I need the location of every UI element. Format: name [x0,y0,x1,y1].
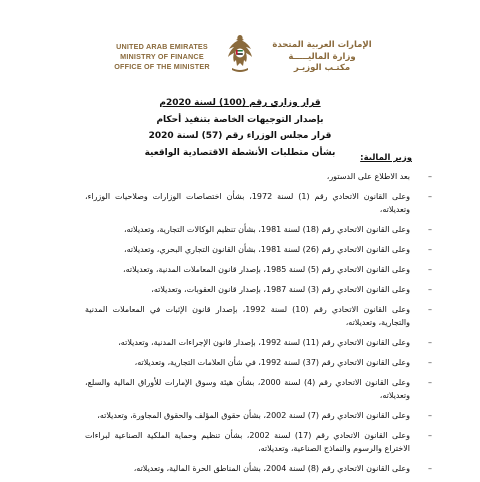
bullet-dash-icon: – [428,285,432,294]
letterhead-ar-line: الإمارات العربية المتحدة [272,40,372,50]
recital-text: وعلى القانون الاتحادي رقم (4) لسنة 2000، بشأن هيئة وسوق الإمارات للأوراق المالية والسلع، وتعديلاته، [85,378,410,400]
recital-item [85,356,432,369]
bullet-dash-icon: – [428,225,432,234]
letterhead-arabic [262,40,382,75]
cabinet-decision-title: قرار مجلس الوزراء رقم (57) لسنة 2020 [148,131,332,141]
recital-item [85,303,432,329]
minister-salutation: وزير المالية: [360,153,412,163]
recital-item [85,263,432,276]
bullet-dash-icon: – [428,305,432,314]
bullet-dash-icon: – [428,192,432,201]
letterhead-en-line: UNITED ARAB EMIRATES [116,42,208,51]
recital-text: وعلى القانون الاتحادي رقم (8) لسنة 2004، بشأن المناطق الحرة المالية، وتعديلاته، [133,464,410,473]
recital-item [85,409,432,422]
letterhead-english [102,42,222,72]
recital-item [85,223,432,236]
recital-item [85,243,432,256]
recital-list [85,170,432,482]
letterhead-en-line: MINISTRY OF FINANCE [120,52,204,61]
bullet-dash-icon: – [428,172,432,181]
bullet-dash-icon: – [428,464,432,473]
recital-text: وعلى القانون الاتحادي رقم (11) لسنة 1992، بإصدار قانون الإجراءات المدنية، وتعديلاته، [118,338,410,347]
recital-item [85,336,432,349]
bullet-dash-icon: – [428,265,432,274]
recital-item [85,170,432,183]
bullet-dash-icon: – [428,378,432,387]
recital-item [85,429,432,455]
recital-text: وعلى القانون الاتحادي رقم (26) لسنة 1981، بشأن القانون التجاري البحري، وتعديلاته، [123,245,410,254]
recital-text: وعلى القانون الاتحادي رقم (17) لسنة 2002، بشأن تنظيم وحماية الملكية الصناعية لبراءات الاختراع والرسوم والنماذج الصناعية، وتعديلاته، [85,431,410,453]
recital-text: وعلى القانون الاتحادي رقم (7) لسنة 2002، بشأن حقوق المؤلف والحقوق المجاورة، وتعديلاته، [97,411,410,420]
letterhead-en-line: OFFICE OF THE MINISTER [114,62,210,71]
recital-text: وعلى القانون الاتحادي رقم (10) لسنة 1992، بإصدار قانون الإثبات في المعاملات المدنية والتجارية، وتعديلاته، [85,305,411,327]
recital-item [85,190,432,216]
decision-topic: بشأن متطلبات الأنشطة الاقتصادية الواقعية [144,147,336,158]
recital-text: وعلى القانون الاتحادي رقم (18) لسنة 1981، بشأن تنظيم الوكالات التجارية، وتعديلاته، [123,225,410,234]
recital-text: وعلى القانون الاتحادي رقم (3) لسنة 1987، بإصدار قانون العقوبات، وتعديلاته، [151,285,410,294]
recital-text: وعلى القانون الاتحادي رقم (5) لسنة 1985، بإصدار قانون المعاملات المدنية، وتعديلاته، [123,265,410,274]
uae-falcon-emblem-icon [224,32,256,76]
decision-titles [0,95,480,161]
bullet-dash-icon: – [428,338,432,347]
recital-item [85,376,432,402]
recital-text: بعد الاطلاع على الدستور، [326,172,410,181]
bullet-dash-icon: – [428,411,432,420]
recital-item [85,283,432,296]
bullet-dash-icon: – [428,358,432,367]
letterhead [0,30,480,90]
decision-subject: بإصدار التوجيهات الخاصة بتنفيذ أحكام [156,114,324,125]
recital-text: وعلى القانون الاتحادي رقم (37) لسنة 1992، في شأن العلامات التجارية، وتعديلاته، [134,358,410,367]
letterhead-ar-line: مكتـب الوزيـر [293,63,351,73]
recital-text: وعلى القانون الاتحادي رقم (1) لسنة 1972، بشأن اختصاصات الوزارات وصلاحيات الوزراء، وتعديلاته، [85,192,410,214]
recital-item [85,462,432,475]
letterhead-ar-line: وزارة الماليـــــة [288,51,356,62]
bullet-dash-icon: – [428,245,432,254]
bullet-dash-icon: – [428,431,432,440]
decision-number-title: قرار وزاري رقم (100) لسنة 2020م [159,98,321,108]
